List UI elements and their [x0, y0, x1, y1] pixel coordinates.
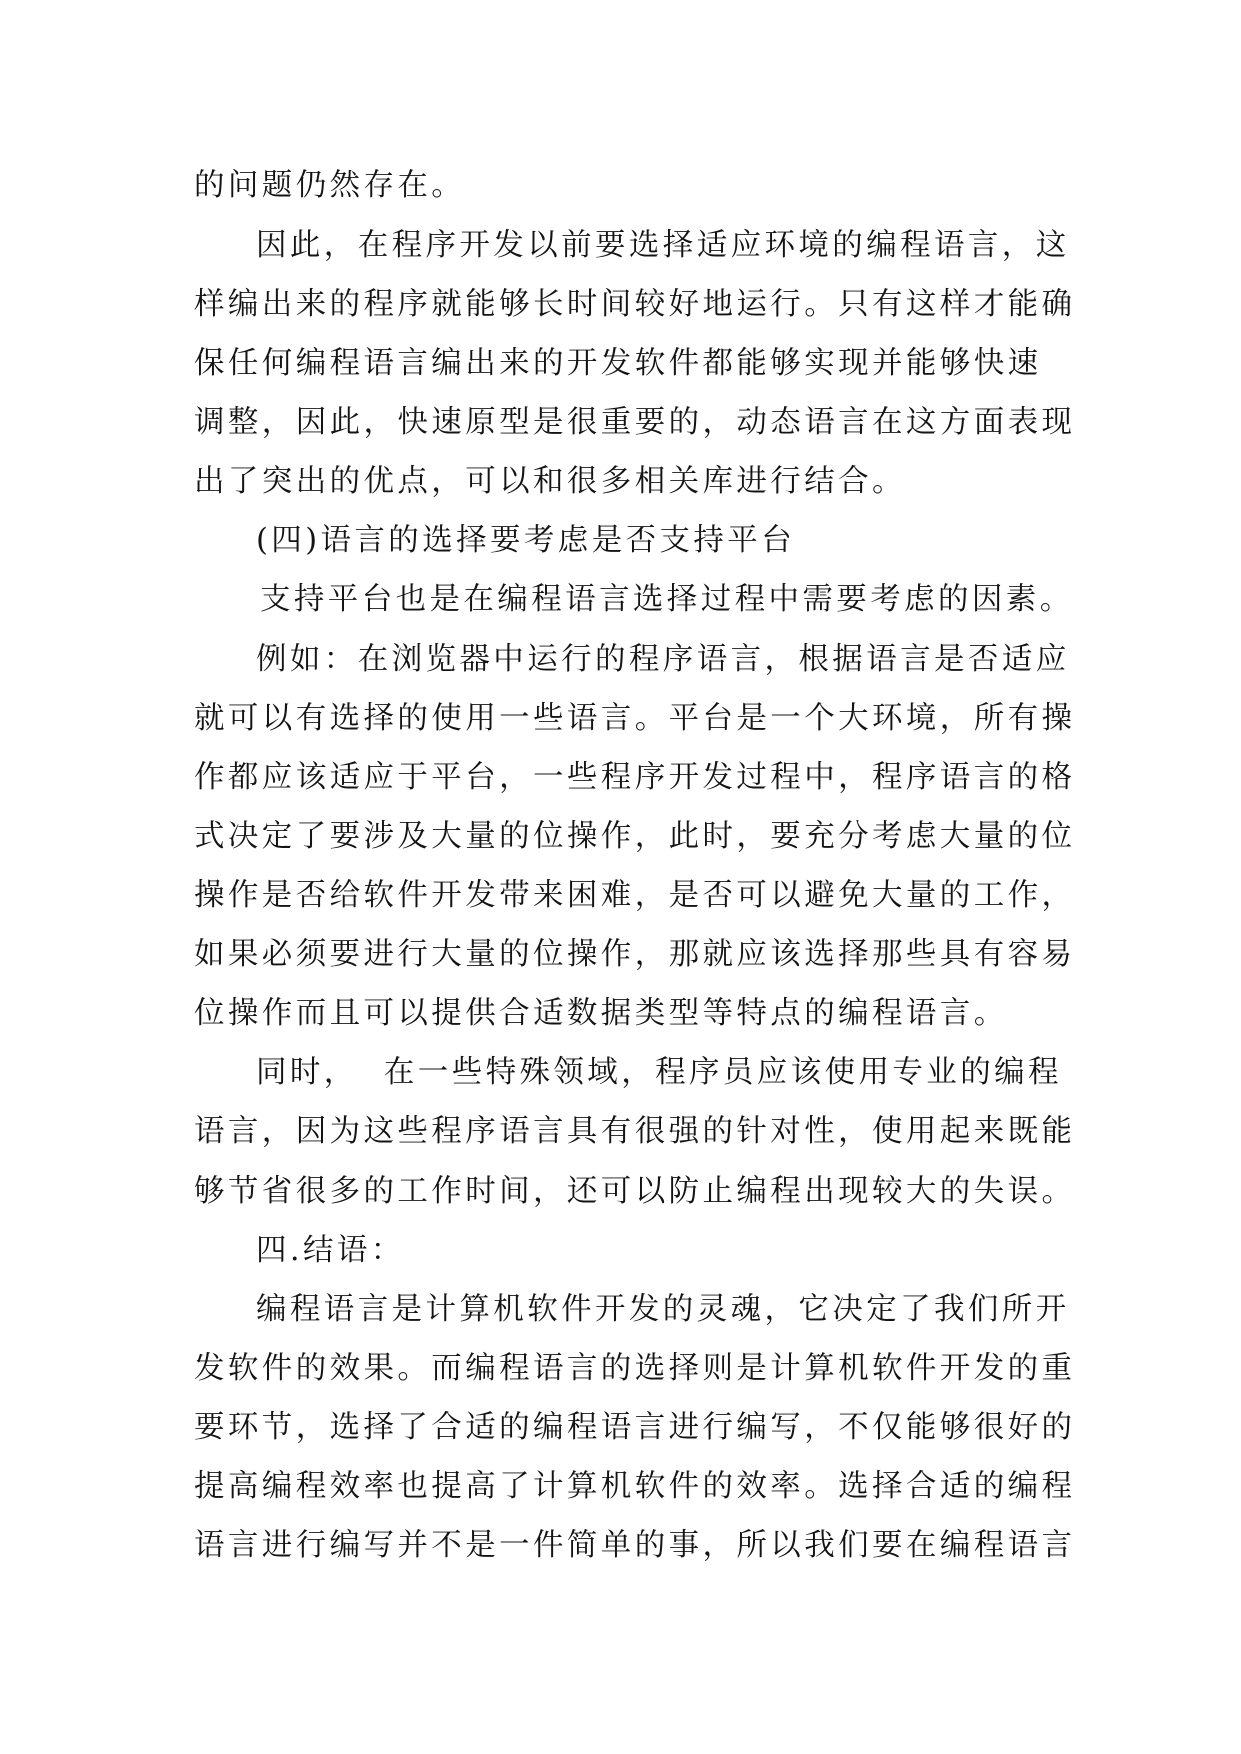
- paragraph-line: 编程语言是计算机软件开发的灵魂，它决定了我们所开: [256, 1292, 1070, 1327]
- paragraph-line: 出了突出的优点，可以和很多相关库进行结合。: [194, 464, 906, 499]
- paragraph-line: 因此，在程序开发以前要选择适应环境的编程语言，这: [256, 228, 1070, 263]
- paragraph-line: 保任何编程语言编出来的开发软件都能够实现并能够快速: [194, 346, 1042, 381]
- paragraph-line: 位操作而且可以提供合适数据类型等特点的编程语言。: [194, 996, 1008, 1031]
- paragraph-line: 样编出来的程序就能够长时间较好地运行。只有这样才能确: [194, 287, 1076, 322]
- paragraph-line: 式决定了要涉及大量的位操作，此时，要充分考虑大量的位: [194, 819, 1076, 854]
- paragraph-line: 就可以有选择的使用一些语言。平台是一个大环境，所有操: [194, 701, 1076, 736]
- paragraph-line: 的问题仍然存在。: [194, 168, 466, 203]
- paragraph-line: 作都应该适应于平台，一些程序开发过程中，程序语言的格: [194, 760, 1076, 795]
- paragraph-line: 要环节，选择了合适的编程语言进行编写，不仅能够很好的: [194, 1410, 1076, 1445]
- paragraph-line: 调整，因此，快速原型是很重要的，动态语言在这方面表现: [194, 405, 1076, 440]
- paragraph-line: 提高编程效率也提高了计算机软件的效率。选择合适的编程: [194, 1469, 1076, 1504]
- paragraph-line: 语言进行编写并不是一件简单的事，所以我们要在编程语言: [194, 1528, 1076, 1563]
- section-heading: 四.结语：: [256, 1233, 405, 1268]
- paragraph-line: 操作是否给软件开发带来困难，是否可以避免大量的工作，: [194, 878, 1076, 913]
- paragraph-line: 够节省很多的工作时间，还可以防止编程出现较大的失误。: [194, 1174, 1076, 1209]
- paragraph-line: 同时， 在一些特殊领域，程序员应该使用专业的编程: [256, 1055, 1062, 1090]
- section-heading: (四)语言的选择要考虑是否支持平台: [256, 523, 796, 558]
- paragraph-line: 例如：在浏览器中运行的程序语言，根据语言是否适应: [256, 642, 1070, 677]
- paragraph-line: 如果必须要进行大量的位操作，那就应该选择那些具有容易: [194, 937, 1076, 972]
- paragraph-line: 发软件的效果。而编程语言的选择则是计算机软件开发的重: [194, 1351, 1076, 1386]
- paragraph-line: 语言，因为这些程序语言具有很强的针对性，使用起来既能: [194, 1114, 1076, 1149]
- paragraph-line: 支持平台也是在编程语言选择过程中需要考虑的因素。: [260, 582, 1074, 617]
